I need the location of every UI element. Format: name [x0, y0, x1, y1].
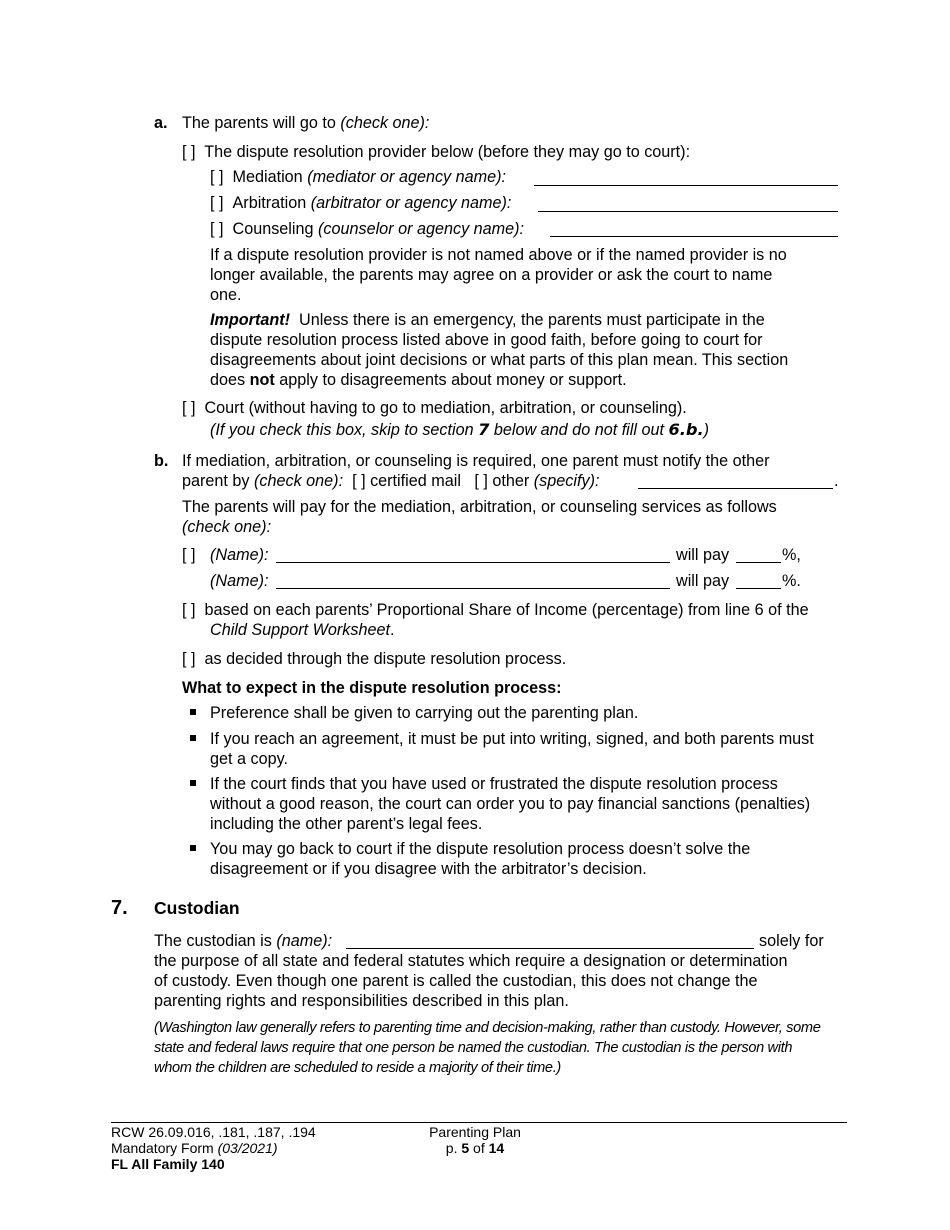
- paragraph-line: If a dispute resolution provider is not named above or if the named provider is no: [210, 246, 787, 264]
- percent-sign-1: %,: [782, 546, 801, 564]
- important-paragraph: [210, 310, 788, 390]
- bullet-text-4: [210, 839, 750, 879]
- important-text: Unless there is an emergency, the parents must participate in the: [290, 311, 765, 329]
- important-emphasis: not: [249, 371, 275, 389]
- bullet-line: including the other parent’s legal fees.: [210, 815, 483, 833]
- item-a-prompt: [182, 113, 429, 133]
- footer-mandatory: [111, 1140, 316, 1156]
- counseling-checkbox[interactable]: [ ]: [210, 220, 224, 238]
- court-note: [210, 420, 709, 440]
- notify-hint: (check one):: [254, 472, 344, 490]
- will-pay-label-2: will pay: [676, 572, 730, 590]
- bullet-line: get a copy.: [210, 750, 288, 768]
- provider-option-checkbox[interactable]: [ ] The dispute resolution provider below (before they may go to court):: [182, 143, 691, 161]
- paragraph-line: longer available, the parents may agree on a provider or ask the court to name: [210, 266, 773, 284]
- proportional-share-checkbox[interactable]: [ ] based on each parents’ Proportional Share of Income (percentage) from line 6 of the: [182, 601, 809, 619]
- name-label-2: (Name):: [210, 572, 269, 590]
- paragraph-line: dispute resolution process listed above in good faith, before going to court for: [210, 331, 763, 349]
- footer-divider: [111, 1122, 847, 1123]
- footer-doc-title: Parenting Plan: [429, 1124, 521, 1140]
- mediation-label: Mediation: [232, 168, 308, 186]
- footer-mandatory-date: (03/2021): [217, 1140, 278, 1156]
- notify-method-checkboxes[interactable]: [ ] certified mail [ ] other: [343, 472, 534, 490]
- proportional-share-line-2: [210, 620, 394, 640]
- mediation-name-field[interactable]: [534, 168, 838, 186]
- paragraph-line: The parents will pay for the mediation, arbitration, or counseling services as follows: [182, 498, 777, 516]
- paragraph-line: parenting rights and responsibilities described in this plan.: [154, 992, 569, 1010]
- arbitration-label: Arbitration: [232, 194, 311, 212]
- percent-field-1[interactable]: [736, 546, 781, 563]
- arbitration-hint: (arbitrator or agency name):: [310, 194, 512, 212]
- provider-not-named-paragraph: [210, 245, 787, 305]
- counseling-name-field[interactable]: [550, 220, 838, 237]
- name-field-1[interactable]: [276, 546, 670, 563]
- bullet-line: If the court finds that you have used or frustrated the dispute resolution process: [210, 775, 778, 793]
- footer-left: [111, 1124, 316, 1172]
- section-title: Custodian: [154, 898, 240, 918]
- item-letter-b: b.: [154, 452, 169, 470]
- paragraph-line: one.: [210, 286, 242, 304]
- bullet-icon: [190, 780, 196, 786]
- important-text: does: [210, 371, 250, 389]
- bullet-icon: [190, 709, 196, 715]
- court-note-text: (If you check this box, skip to section: [210, 421, 479, 439]
- name-pay-checkbox[interactable]: [ ]: [182, 546, 196, 564]
- custodian-hint: (name):: [276, 932, 333, 950]
- notify-hint: (specify):: [533, 472, 600, 490]
- custodian-name-field[interactable]: [346, 932, 754, 949]
- decided-in-process-checkbox[interactable]: [ ] as decided through the dispute resolution process.: [182, 650, 567, 668]
- arbitration-checkbox[interactable]: [ ]: [210, 194, 224, 212]
- percent-sign-2: %.: [782, 572, 801, 590]
- paragraph-line: (check one):: [182, 518, 272, 536]
- prompt-hint: (check one):: [340, 114, 430, 132]
- expect-heading: What to expect in the dispute resolution process:: [182, 679, 562, 697]
- footer-page-number: [400, 1140, 550, 1156]
- important-label: Important!: [210, 311, 291, 329]
- custodian-line-1: [154, 931, 332, 951]
- bullet-line: If you reach an agreement, it must be put into writing, signed, and both parents must: [210, 730, 814, 748]
- notify-other-field[interactable]: [638, 472, 833, 489]
- custodian-text: The custodian is: [154, 932, 277, 950]
- page-total: 14: [488, 1140, 505, 1156]
- payment-paragraph: [182, 497, 777, 537]
- custodian-solely-for: solely for: [759, 932, 824, 950]
- arbitration-name-field[interactable]: [538, 194, 838, 212]
- page-prefix: p.: [445, 1140, 462, 1156]
- bullet-text-3: [210, 774, 810, 834]
- note-line: whom the children are scheduled to reside a majority of their time.): [154, 1060, 561, 1076]
- percent-field-2[interactable]: [736, 572, 781, 589]
- note-line: (Washington law generally refers to parenting time and decision-making, rather than custody. However, some: [154, 1020, 821, 1036]
- item-letter-a: a.: [154, 114, 168, 132]
- court-note-text: ): [703, 421, 710, 439]
- custodian-note: [154, 1018, 820, 1078]
- bullet-text-2: [210, 729, 814, 769]
- notify-text: parent by: [182, 472, 254, 490]
- notify-line-1: If mediation, arbitration, or counseling is required, one parent must notify the other: [182, 452, 770, 470]
- prompt-text: The parents will go to: [182, 114, 341, 132]
- custodian-paragraph: [154, 951, 788, 1011]
- counseling-row: [210, 219, 524, 239]
- worksheet-name: Child Support Worksheet: [210, 621, 390, 639]
- bullet-line: without a good reason, the court can order you to pay financial sanctions (penalties): [210, 795, 811, 813]
- bullet-text-1: Preference shall be given to carrying out the parenting plan.: [210, 704, 639, 722]
- name-label-1: (Name):: [210, 546, 269, 564]
- page-current: 5: [461, 1140, 470, 1156]
- paragraph-line: of custody. Even though one parent is called the custodian, this does not change the: [154, 972, 758, 990]
- name-field-2[interactable]: [276, 572, 670, 589]
- counseling-label: Counseling: [232, 220, 318, 238]
- counseling-hint: (counselor or agency name):: [318, 220, 525, 238]
- court-note-section: 7: [478, 420, 490, 439]
- paragraph-line: disagreements about joint decisions or what parts of this plan mean. This section: [210, 351, 789, 369]
- notify-line-2: [182, 471, 599, 491]
- share-period: .: [389, 621, 395, 639]
- bullet-line: You may go back to court if the dispute resolution process doesn’t solve the: [210, 840, 751, 858]
- court-option-checkbox[interactable]: [ ] Court (without having to go to mediation, arbitration, or counseling).: [182, 399, 687, 417]
- bullet-icon: [190, 845, 196, 851]
- mediation-checkbox[interactable]: [ ]: [210, 168, 224, 186]
- court-note-section: 6.b.: [668, 420, 704, 439]
- note-line: state and federal laws require that one person be named the custodian. The custodian is the person with: [154, 1040, 793, 1056]
- important-text: apply to disagreements about money or support.: [274, 371, 627, 389]
- will-pay-label-1: will pay: [676, 546, 730, 564]
- paragraph-line: the purpose of all state and federal statutes which require a designation or determination: [154, 952, 788, 970]
- bullet-icon: [190, 735, 196, 741]
- footer-center: [400, 1124, 550, 1156]
- paragraph-line: [210, 370, 788, 390]
- mediation-hint: (mediator or agency name):: [307, 168, 507, 186]
- footer-mandatory-label: Mandatory Form: [111, 1140, 218, 1156]
- notify-period: .: [834, 472, 839, 490]
- arbitration-row: [210, 193, 511, 213]
- court-note-text: below and do not fill out: [489, 421, 669, 439]
- page-of: of: [469, 1140, 489, 1156]
- paragraph-line: [210, 310, 788, 330]
- footer-form-id: FL All Family 140: [111, 1156, 225, 1172]
- bullet-line: disagreement or if you disagree with the arbitrator’s decision.: [210, 860, 647, 878]
- section-number: 7.: [111, 897, 128, 919]
- footer-rcw: RCW 26.09.016, .181, .187, .194: [111, 1124, 316, 1140]
